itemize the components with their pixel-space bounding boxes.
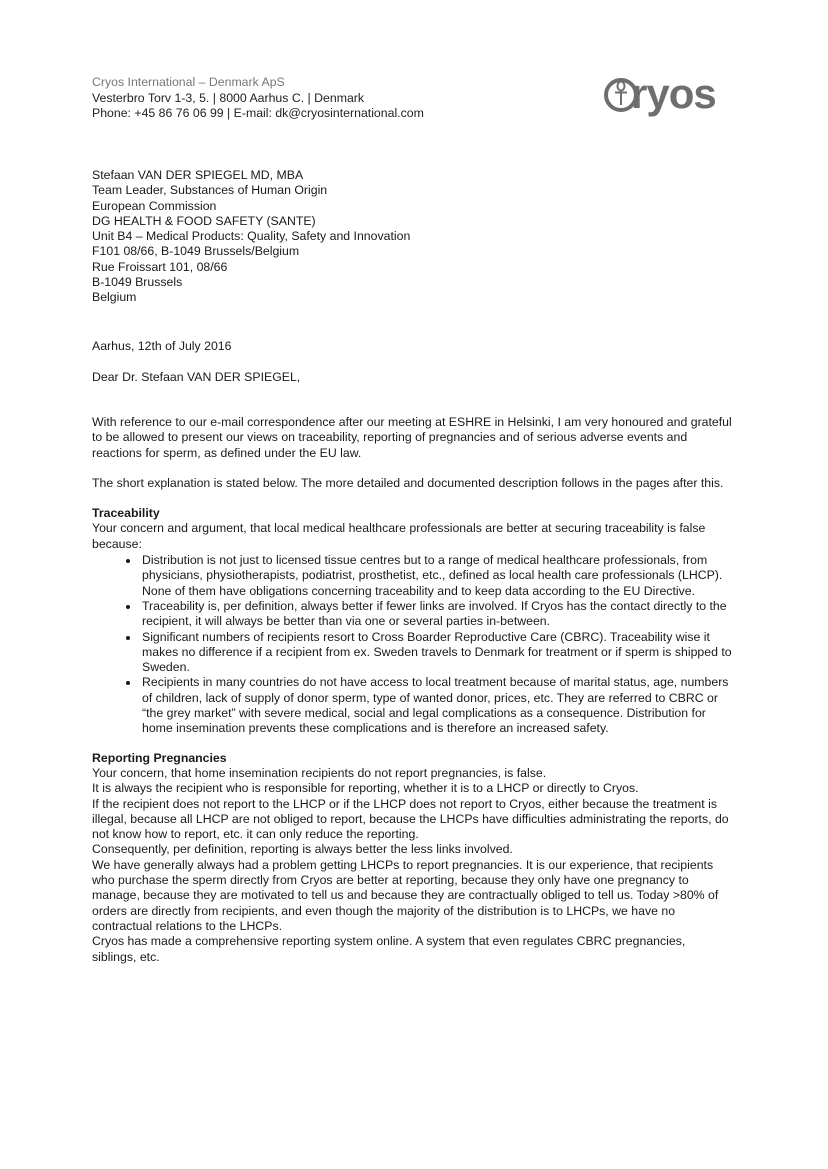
traceability-lead: Your concern and argument, that local medical healthcare professionals are better at securing traceability is false because: (92, 521, 706, 551)
letter-date: Aarhus, 12th of July 2016 (92, 339, 232, 353)
recipient-line: Team Leader, Substances of Human Origin (92, 183, 328, 198)
reporting-line: It is always the recipient who is responsible for reporting, whether it is to a LHCP or directly to Cryos. (92, 781, 639, 796)
list-item: • Significant numbers of recipients resort to Cross Boarder Reproductive Care (CBRC). Traceability wise it makes no difference if a recipient from ex. Sweden travels to Denmark for treatment or if sperm is shipped to Sweden. (140, 630, 732, 676)
cryos-logo (604, 70, 736, 120)
recipient-line: European Commission (92, 198, 217, 213)
intro-paragraph: With reference to our e-mail correspondence after our meeting at ESHRE in Helsinki, I am very honoured and grateful to be allowed to present our views on traceability, reporting of pregnancies and of serious adverse events and reactions for sperm, as defined under the EU law. (92, 415, 732, 460)
reporting-line: Consequently, per definition, reporting is always better the less links involved. (92, 842, 513, 857)
recipient-line: F101 08/66, B-1049 Brussels/Belgium (92, 244, 300, 259)
recipient-line: Rue Froissart 101, 08/66 (92, 259, 228, 274)
list-item: • Traceability is, per definition, always better if fewer links are involved. If Cryos has the contact directly to the recipient, it will always be better than via one or several parties in-between. (140, 599, 732, 630)
recipient-line: Unit B4 – Medical Products: Quality, Safety and Innovation (92, 229, 411, 244)
ankh-icon (613, 80, 629, 106)
salutation: Dear Dr. Stefaan VAN DER SPIEGEL, (92, 370, 301, 384)
recipient-block (92, 168, 410, 306)
recipient-line: Stefaan VAN DER SPIEGEL MD, MBA (92, 168, 304, 182)
sender-address: Vesterbro Torv 1-3, 5. | 8000 Aarhus C. | Denmark (92, 90, 365, 105)
logo-wordmark: ryos (631, 70, 716, 117)
reporting-line: We have generally always had a problem getting LHCPs to report pregnancies. It is our experience, that recipients who purchase the sperm directly from Cryos are better at reporting, because they only have one pregnancy to manage, because they are motivated to tell us and because they are contractually obliged to tell us. Today >80% of orders are directly from recipients, and even though the majority of the distribution is to LHCPs, we have no contractual relations to the LHCPs. (92, 857, 719, 933)
recipient-line: B-1049 Brussels (92, 275, 183, 290)
sender-company: Cryos International – Denmark ApS (92, 75, 285, 89)
reporting-line: Cryos has made a comprehensive reporting system online. A system that even regulates CBRC pregnancies, siblings, etc. (92, 934, 686, 964)
list-item: • Distribution is not just to licensed tissue centres but to a range of medical healthcare professionals, from physicians, physiotherapists, podiatrist, prosthetist, etc., defined as local health care professionals (LHCP). None of them have obligations concerning traceability and to keep data according to the EU Directive. (140, 553, 732, 599)
traceability-heading: Traceability (92, 506, 160, 521)
recipient-line: Belgium (92, 290, 137, 305)
recipient-line: DG HEALTH & FOOD SAFETY (SANTE) (92, 213, 316, 228)
summary-paragraph: The short explanation is stated below. The more detailed and documented description follows in the pages after this. (92, 475, 724, 490)
reporting-line: If the recipient does not report to the LHCP or if the LHCP does not report to Cryos, either because the treatment is illegal, because all LHCP are not obliged to report, because the LHCPs have difficulties administrating the reports, do not know how to report, etc. it can only reduce the reporting. (92, 796, 729, 842)
reporting-line: Your concern, that home insemination recipients do not report pregnancies, is false. (92, 765, 547, 780)
sender-block (92, 75, 424, 122)
letter-body (92, 415, 732, 965)
traceability-list (92, 553, 732, 737)
sender-contact: Phone: +45 86 76 06 99 | E-mail: dk@cryosinternational.com (92, 106, 424, 120)
reporting-heading: Reporting Pregnancies (92, 750, 227, 765)
list-item: • Recipients in many countries do not have access to local treatment because of marital status, age, numbers of children, lack of supply of donor sperm, type of wanted donor, prices, etc. They are referred to CBRC or “the grey market” with severe medical, social and legal complications as a consequence. Distribution for home insemination prevents these complications and is therefore an increased safety. (140, 675, 732, 736)
